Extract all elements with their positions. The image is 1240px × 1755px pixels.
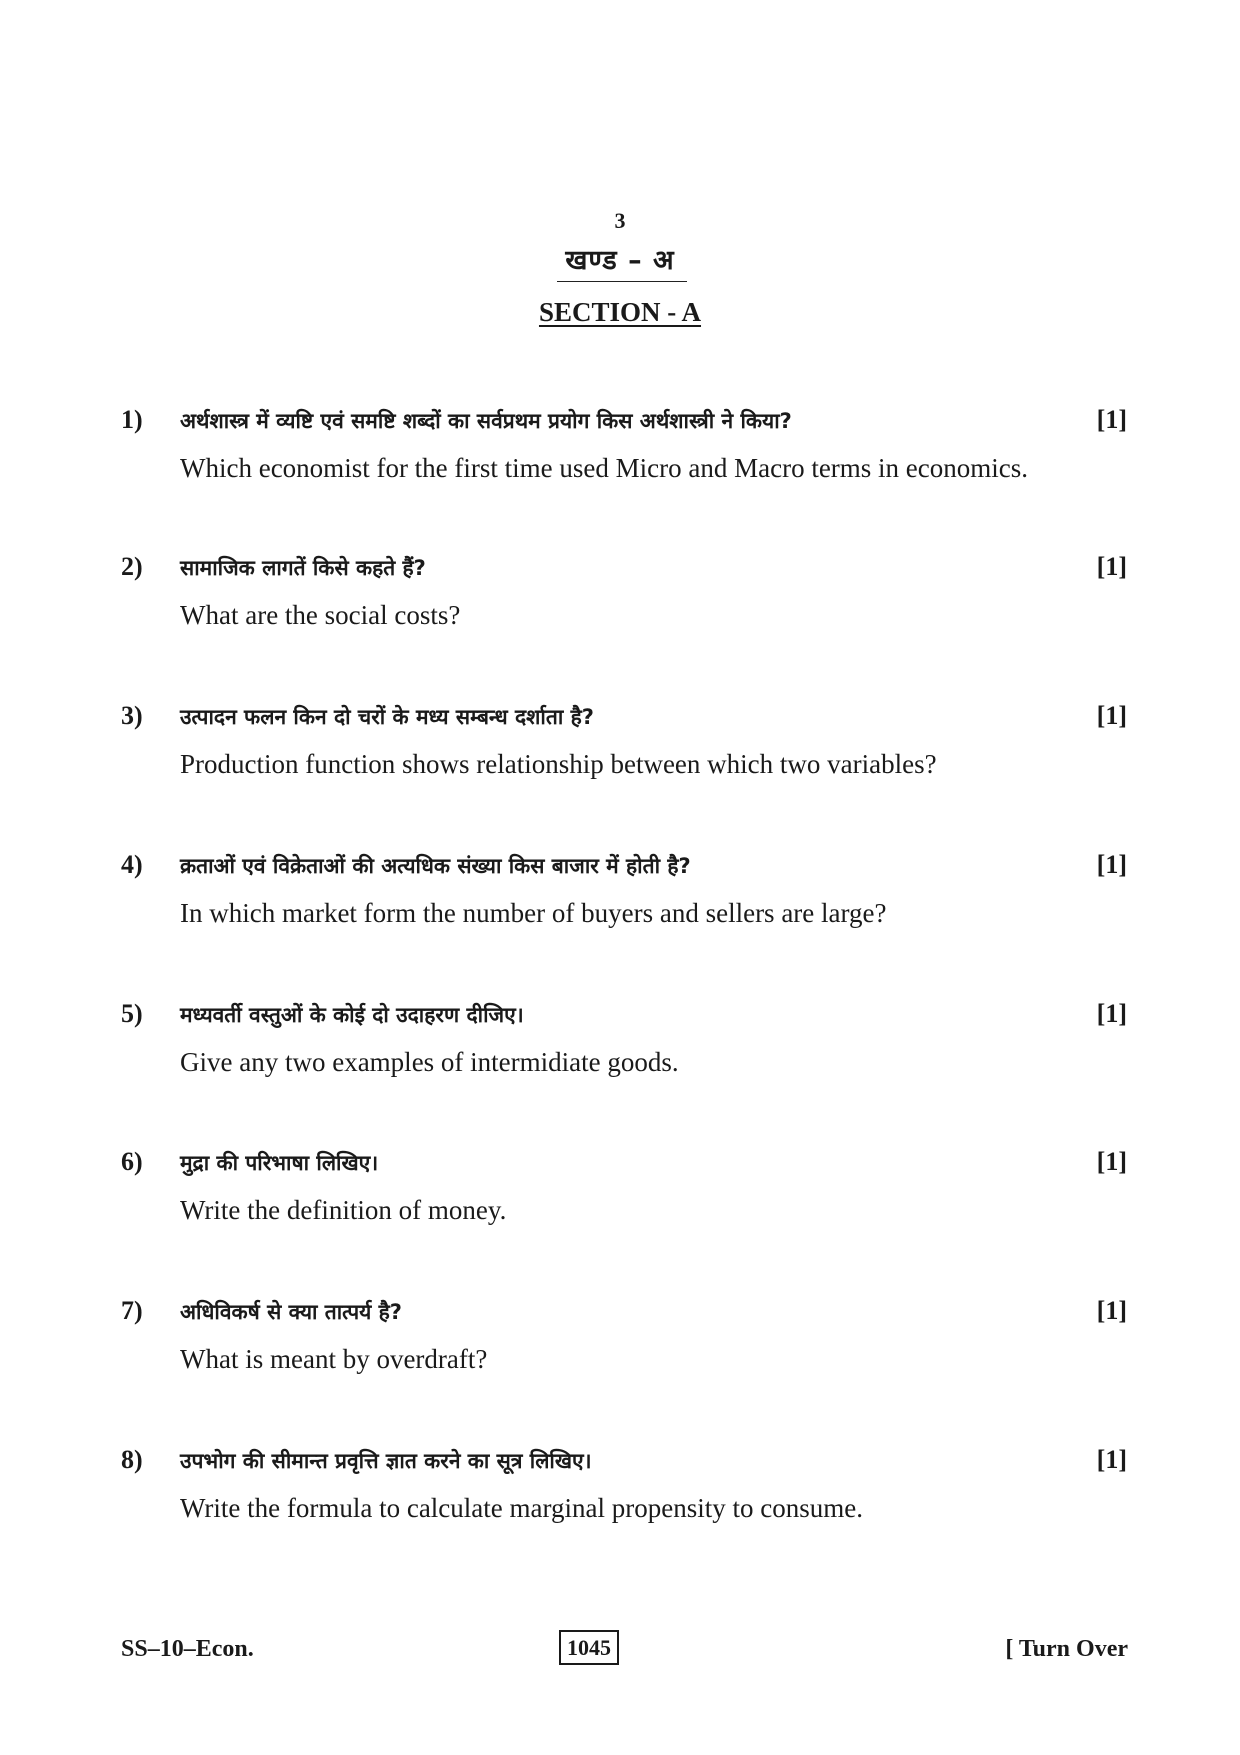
question-number: 1) (121, 405, 143, 434)
question-text-english: Which economist for the first time used Micro and Macro terms in economics. (180, 453, 1029, 483)
question-text-english: Production function shows relationship between which two variables? (180, 749, 937, 779)
question-3 (0, 701, 1240, 821)
section-title-underline (557, 281, 687, 282)
question-marks: [1] (1096, 1296, 1127, 1325)
question-text-english: Write the definition of money. (180, 1195, 507, 1225)
question-8 (0, 1445, 1240, 1565)
question-text-hindi: उत्पादन फलन किन दो चरों के मध्य सम्बन्ध दर्शाता है? (180, 705, 594, 729)
question-marks: [1] (1096, 999, 1127, 1028)
question-number: 4) (121, 850, 143, 879)
question-text-hindi: मध्यवर्ती वस्तुओं के कोई दो उदाहरण दीजिए। (180, 1003, 524, 1027)
question-5 (0, 999, 1240, 1119)
question-4 (0, 850, 1240, 970)
question-number: 3) (121, 701, 143, 730)
section-title-english-text: SECTION - A (538, 297, 702, 327)
question-text-english: In which market form the number of buyers and sellers are large? (180, 898, 887, 928)
question-number: 8) (121, 1445, 143, 1474)
page-number: 3 (614, 208, 626, 233)
question-text-hindi: अर्थशास्त्र में व्यष्टि एवं समष्टि शब्दों का सर्वप्रथम प्रयोग किस अर्थशास्त्री ने किया? (180, 409, 792, 433)
question-number: 2) (121, 552, 143, 581)
question-text-english: What is meant by overdraft? (180, 1344, 488, 1374)
turn-over-label: [ Turn Over (1005, 1636, 1128, 1662)
question-2 (0, 552, 1240, 672)
question-7 (0, 1296, 1240, 1416)
serial-number-box: 1045 (559, 1630, 619, 1665)
question-text-english: What are the social costs? (180, 600, 461, 630)
page-footer (0, 1630, 1240, 1670)
question-text-hindi: क्रताओं एवं विक्रेताओं की अत्यधिक संख्या किस बाजार में होती है? (180, 854, 691, 878)
section-title-hindi: खण्ड – अ (565, 245, 675, 276)
question-1 (0, 405, 1240, 525)
question-6 (0, 1147, 1240, 1267)
question-number: 5) (121, 999, 143, 1028)
question-marks: [1] (1096, 850, 1127, 879)
question-text-hindi: उपभोग की सीमान्त प्रवृत्ति ज्ञात करने का सूत्र लिखिए। (180, 1449, 592, 1473)
question-marks: [1] (1096, 1147, 1127, 1176)
question-marks: [1] (1096, 405, 1127, 434)
question-marks: [1] (1096, 1445, 1127, 1474)
question-text-hindi: मुद्रा की परिभाषा लिखिए। (180, 1151, 379, 1175)
question-marks: [1] (1096, 552, 1127, 581)
question-text-english: Write the formula to calculate marginal propensity to consume. (180, 1493, 863, 1523)
question-text-english: Give any two examples of intermidiate goods. (180, 1047, 679, 1077)
section-title-english (0, 297, 1240, 328)
question-text-hindi: अधिविकर्ष से क्या तात्पर्य है? (180, 1300, 402, 1324)
question-text-hindi: सामाजिक लागतें किसे कहते हैं? (180, 556, 426, 580)
question-marks: [1] (1096, 701, 1127, 730)
question-number: 7) (121, 1296, 143, 1325)
paper-code: SS–10–Econ. (121, 1636, 254, 1662)
question-number: 6) (121, 1147, 143, 1176)
